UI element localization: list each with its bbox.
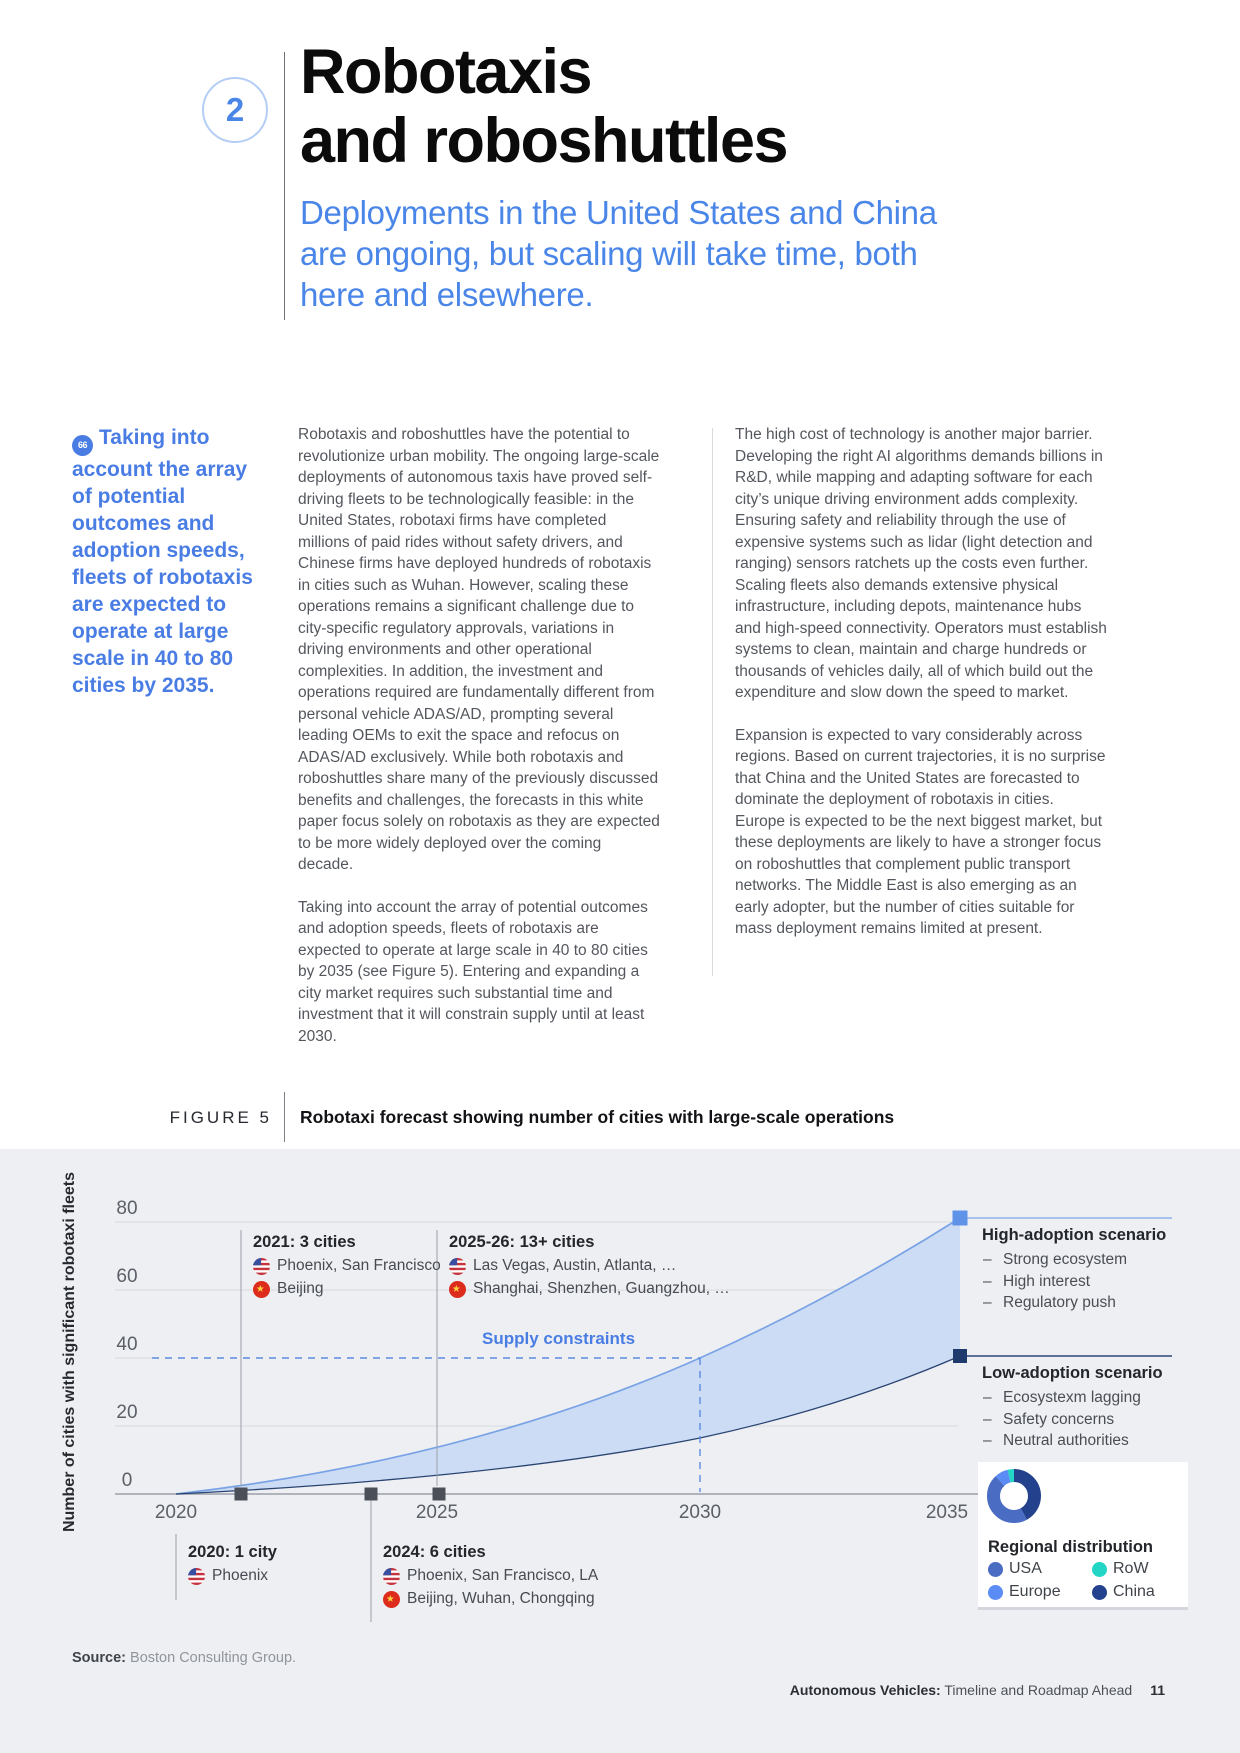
figure-title: Robotaxi forecast showing number of cities with large-scale operations: [300, 1107, 895, 1127]
page-title-line1: Robotaxis: [300, 37, 592, 107]
high-adoption-scenario: [982, 1226, 1202, 1314]
figure-label: FIGURE 5: [169, 1108, 272, 1127]
regional-donut-chart: [984, 1466, 1044, 1526]
supply-constraints-label: Supply constraints: [482, 1329, 636, 1348]
page-title-line2: and roboshuttles: [300, 106, 788, 176]
source-text: Boston Consulting Group.: [126, 1650, 297, 1666]
us-flag-icon: [188, 1568, 205, 1585]
source-label: Source:: [72, 1650, 126, 1666]
scenario-bullet: – Regulatory push: [982, 1292, 1202, 1314]
legend-item-europe: [988, 1583, 1092, 1601]
milestone-title: 2024: 6 cities: [383, 1543, 486, 1561]
y-tick-80: 80: [116, 1198, 138, 1219]
y-tick-40: 40: [116, 1334, 138, 1355]
page-subtitle: Deployments in the United States and China are ongoing, but scaling will take time, both here and elsewhere.: [300, 194, 937, 313]
us-flag-icon: [383, 1568, 400, 1585]
pull-quote: [72, 424, 264, 699]
cn-flag-icon: [383, 1591, 400, 1608]
y-tick-20: 20: [116, 1402, 138, 1423]
scenario-bullet: – Ecosystexm lagging: [982, 1387, 1202, 1409]
scenario-title: Low-adoption scenario: [982, 1364, 1163, 1382]
low-scenario-marker: [953, 1349, 967, 1363]
cn-flag-icon: [449, 1281, 466, 1298]
title-divider-rule: [284, 52, 285, 320]
page-footer: [790, 1682, 1165, 1698]
body-paragraph: The high cost of technology is another major barrier. Developing the right AI algorithms demands billions in R&D, while mapping and adapting software for each city’s unique driving environment adds complexity. Ensuring safety and reliability through the use of expensive systems such as lidar (light detection and ranging) sensors ratchets up the costs even further. Scaling fleets also demands extensive physical infrastructure, including depots, maintenance hubs and high-speed connectivity. Operators must establish systems to clean, maintain and charge hundreds or thousands of vehicles daily, all of which build out the expenditure and slow down the speed to market.: [735, 426, 1107, 701]
regional-distribution-card: [978, 1462, 1188, 1610]
milestone-china-cities: Shanghai, Shenzhen, Guangzhou, …: [473, 1280, 730, 1297]
x-tick-2030: 2030: [678, 1502, 722, 1523]
x-tick-2020: 2020: [154, 1502, 198, 1523]
y-tick-0: 0: [121, 1470, 133, 1491]
milestone-title: 2021: 3 cities: [253, 1233, 356, 1251]
source-note: [72, 1650, 296, 1666]
milestone-title: 2020: 1 city: [188, 1543, 277, 1561]
chapter-number: 2: [225, 91, 245, 128]
body-paragraph: Taking into account the array of potential outcomes and adoption speeds, fleets of robotaxis are expected to operate at large scale in 40 to 80 cities by 2035 (see Figure 5). Entering and expanding a city market requires such substantial time and investment that it will constrain supply until at least 2030.: [298, 898, 648, 1045]
legend-item-usa: [988, 1560, 1092, 1578]
milestone-2020: [188, 1543, 277, 1585]
scenario-bullet: – Safety concerns: [982, 1409, 1202, 1431]
legend-swatch-icon: [1092, 1585, 1107, 1600]
body-column-1: [298, 424, 660, 1068]
y-axis-title: Number of cities with significant robotaxi fleets: [61, 1171, 78, 1533]
legend-swatch-icon: [988, 1585, 1003, 1600]
footer-doc-title: Autonomous Vehicles:: [789, 1682, 941, 1698]
low-adoption-scenario: [982, 1364, 1202, 1452]
body-column-2: [735, 424, 1107, 961]
scenario-bullet: – Strong ecosystem: [982, 1249, 1202, 1271]
x-tick-2035: 2035: [925, 1502, 969, 1523]
legend-label: China: [1113, 1583, 1155, 1600]
milestone-china-cities: Beijing: [277, 1280, 324, 1297]
page-number: 11: [1150, 1682, 1165, 1698]
quote-icon: [72, 435, 93, 456]
footer-doc-subtitle: Timeline and Roadmap Ahead: [940, 1682, 1133, 1698]
scenario-bullet: – High interest: [982, 1271, 1202, 1293]
milestone-2021: [253, 1233, 441, 1298]
cn-flag-icon: [253, 1281, 270, 1298]
milestone-usa-cities: Las Vegas, Austin, Atlanta, …: [473, 1257, 677, 1274]
legend-item-row: [1092, 1560, 1155, 1578]
milestone-usa-cities: Phoenix, San Francisco, LA: [407, 1567, 599, 1584]
milestone-2025-26: [449, 1233, 730, 1298]
y-tick-60: 60: [116, 1266, 138, 1287]
legend-swatch-icon: [1092, 1562, 1107, 1577]
pull-quote-text: Taking into account the array of potential outcomes and adoption speeds, fleets of robotaxis are expected to operate at large scale in 40 to 80 cities by 2035.: [72, 426, 253, 697]
milestone-usa-cities: Phoenix, San Francisco: [277, 1257, 441, 1274]
regional-distribution-title: Regional distribution: [988, 1538, 1153, 1556]
scenario-bullet: – Neutral authorities: [982, 1430, 1202, 1452]
body-paragraph: Expansion is expected to vary considerably across regions. Based on current trajectories, it is no surprise that China and the United States are forecasted to dominate the deployment of robotaxis in cities. Europe is expected to be the next biggest market, but these deployments are likely to have a stronger focus on roboshuttles that complement public transport networks. The Middle East is also emerging as an early adopter, but the number of cities suitable for mass deployment remains limited at present.: [735, 726, 1106, 937]
milestone-china-cities: Beijing, Wuhan, Chongqing: [407, 1590, 595, 1607]
scenario-title: High-adoption scenario: [982, 1226, 1167, 1244]
high-scenario-marker: [953, 1211, 968, 1226]
milestone-2024: [383, 1543, 598, 1608]
x-tick-2025: 2025: [415, 1502, 459, 1523]
milestone-title: 2025-26: 13+ cities: [449, 1233, 595, 1251]
figure-divider-rule: [284, 1092, 285, 1142]
body-paragraph: Robotaxis and roboshuttles have the potential to revolutionize urban mobility. The ongoing large-scale deployments of autonomous taxis have proved self-driving fleets to be technologically feasible: in the United States, robotaxi firms have completed millions of paid rides without safety drivers, and Chinese firms have deployed hundreds of robotaxis in cities such as Wuhan. However, scaling these operations remains a significant challenge due to city-specific regulatory approvals, variations in driving environments and other operational complexities. In addition, the investment and operations required are fundamentally different from personal vehicle ADAS/AD, prompting several leading OEMs to exit the space and refocus on ADAS/AD exclusively. While both robotaxis and roboshuttles share many of the previously discussed benefits and challenges, the forecasts in this white paper focus solely on robotaxis as they are expected to be more widely deployed over the coming decade.: [298, 426, 660, 873]
milestone-usa-cities: Phoenix: [212, 1567, 269, 1584]
us-flag-icon: [449, 1258, 466, 1275]
legend-label: Europe: [1009, 1583, 1061, 1600]
chapter-number-badge: [202, 77, 268, 143]
legend-label: USA: [1009, 1560, 1042, 1577]
legend-label: RoW: [1113, 1560, 1149, 1577]
page-title: [300, 38, 787, 176]
us-flag-icon: [253, 1258, 270, 1275]
regional-legend: [988, 1560, 1155, 1601]
legend-item-china: [1092, 1583, 1155, 1601]
legend-swatch-icon: [988, 1562, 1003, 1577]
column-divider-rule: [712, 428, 713, 976]
